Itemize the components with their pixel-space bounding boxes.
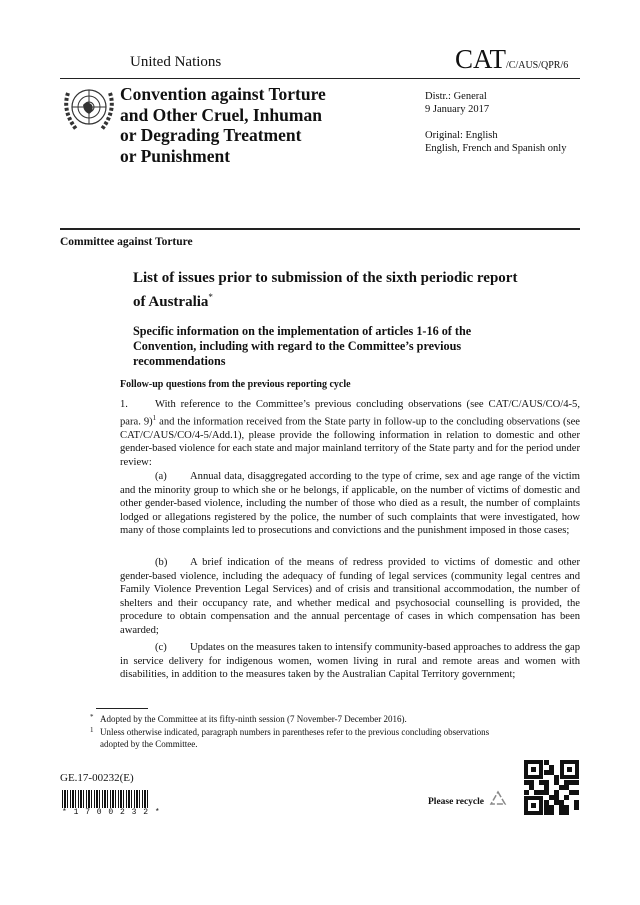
item-text: Updates on the measures taken to intensify community-based approaches to address the gap in service delivery for indigenous women, women living in rural and remote areas and women with disabilities, in addition to the measures taken by the Australian Capital Territory government; [120,642,580,681]
paragraph-text: With reference to the Committee’s previous concluding observations (see CAT/C/AUS/CO/4-5, para. 9) [120,399,580,428]
languages: English, French and Spanish only [425,143,567,154]
item-label: (b) [155,557,168,568]
item-b [120,556,580,638]
footnote-text: Adopted by the Committee at its fifty-ninth session (7 November-7 December 2016). [100,714,407,724]
header-rule [60,78,580,79]
item-a [120,470,580,538]
item-label: (a) [155,471,167,482]
symbol-main: CAT [455,44,507,74]
footnote-marker: * [208,292,213,302]
un-emblem-icon [62,83,116,135]
distribution-info [425,90,489,116]
barcode [62,790,150,808]
item-label: (c) [155,642,167,653]
distr: Distr.: General [425,91,487,102]
convention-title [120,84,326,166]
footnote [90,713,500,725]
language-info [425,129,566,155]
document-symbol [455,44,568,75]
title-line: or Degrading Treatment [120,125,302,145]
section-rule [60,228,580,230]
paragraph-1 [120,398,580,470]
item-text: Annual data, disaggregated according to the type of crime, sex and age range of the victim and the minority group to which she or he belongs, if applicable, on the number of victims of domestic and other gender-based violence, including the number of those who died as a result, the number of complaints lodged or allegations registered by the police, the number of such complaints that were investigated, how many of those complaints led to prosecutions and convictions and the punishment imposed in those cases; [120,471,580,537]
recycle-icon [488,790,508,808]
symbol-suffix: /C/AUS/QPR/6 [506,60,569,71]
footnote-mark: 1 [90,726,94,734]
subheading: Specific information on the implementation of articles 1-16 of the Convention, including with regard to the Committee’s previous recommendations [133,324,472,368]
qr-code [524,760,579,815]
date: 9 January 2017 [425,104,490,115]
barcode-text: * 1 7 0 0 2 3 2 * [62,808,161,817]
paragraph-text: and the information received from the State party in follow-up to the concluding observations (see CAT/C/AUS/CO/4-5/Add.1), please provide the following information in relation to domestic and other gender-based violence for each state and major mainland territory of the State party and for the period under review: [120,416,580,468]
original-language: Original: English [425,130,498,141]
title-line: Convention against Torture [120,84,326,104]
footnote [90,726,500,750]
item-text: A brief indication of the means of redress provided to victims of domestic and other gender-based violence, including the adequacy of funding of legal services (community legal centres and Family Violence Prevention Legal Services) and of crisis and transitional accommodation, the number of shelters and their occupancy rate, and whether medical and psychosocial counselling is provided, the procedure to obtain compensation and the annual percentage of cases in which compensation has been awarded; [120,557,580,636]
job-number: GE.17-00232(E) [60,772,134,784]
footnote-mark: * [90,713,94,721]
title-line: or Punishment [120,145,231,166]
item-c [120,641,580,682]
footnote-rule [96,708,148,709]
section-heading: Follow-up questions from the previous reporting cycle [120,379,351,390]
org-name: United Nations [130,54,222,70]
heading-line: of Australia [133,294,209,310]
document-heading [133,269,593,312]
committee-name: Committee against Torture [60,236,193,248]
footnote-text: Unless otherwise indicated, paragraph numbers in parentheses refer to the previous concluding observations adopted by the Committee. [100,727,490,749]
heading-line: List of issues prior to submission of the sixth periodic report [133,270,518,286]
title-line: and Other Cruel, Inhuman [120,104,322,125]
paragraph-number: 1. [120,399,128,410]
footnote-ref: 1 [152,413,157,422]
recycle-label: Please recycle [428,797,484,807]
